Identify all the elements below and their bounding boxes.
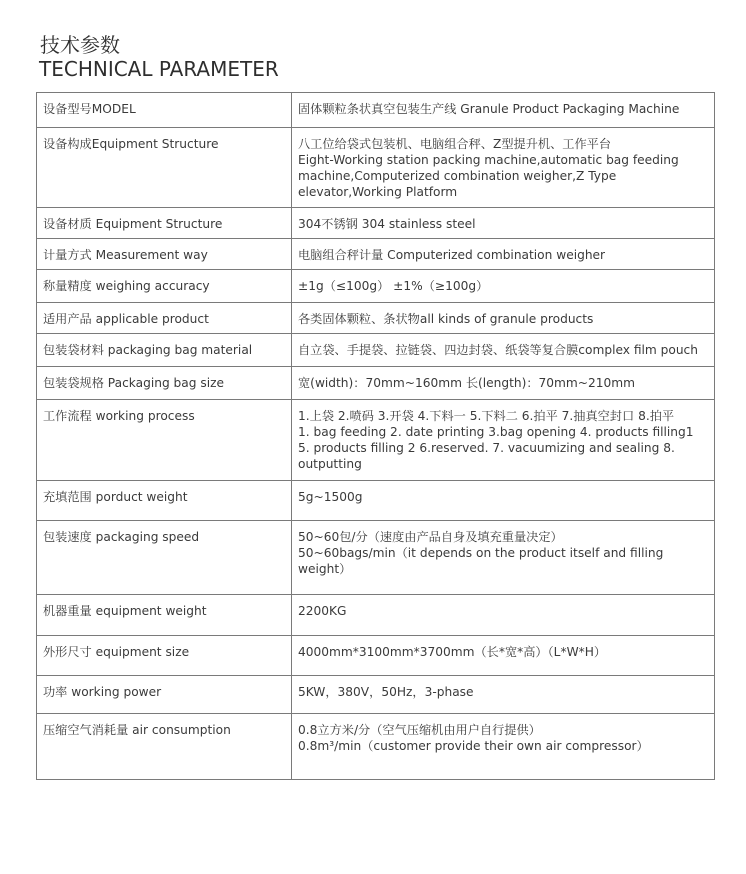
table-row xyxy=(37,128,715,208)
parameter-value-cell xyxy=(292,270,715,303)
parameter-label: 包装袋材料 packaging bag material xyxy=(43,343,253,357)
parameter-value-line: 4000mm*3100mm*3700mm（长*宽*高）（L*W*H） xyxy=(298,645,607,659)
table-row xyxy=(37,481,715,521)
parameter-label-cell xyxy=(37,93,292,128)
parameter-label-cell xyxy=(37,595,292,636)
table-row xyxy=(37,595,715,636)
table-row xyxy=(37,714,715,780)
parameter-label-cell xyxy=(37,128,292,208)
parameter-label-cell xyxy=(37,270,292,303)
parameter-value-cell xyxy=(292,521,715,595)
page-title-chinese: 技术参数 xyxy=(40,33,120,57)
parameter-label-cell xyxy=(37,521,292,595)
parameter-value-cell xyxy=(292,481,715,521)
parameter-value-cell xyxy=(292,334,715,367)
parameter-value-line: outputting xyxy=(298,457,362,471)
table-row xyxy=(37,239,715,270)
parameter-value-cell xyxy=(292,714,715,780)
parameter-label: 包装袋规格 Packaging bag size xyxy=(43,376,224,390)
parameter-value-cell xyxy=(292,239,715,270)
parameter-value-cell xyxy=(292,128,715,208)
parameter-value-line: 50~60包/分（速度由产品自身及填充重量决定） xyxy=(298,530,563,544)
parameter-label-cell xyxy=(37,239,292,270)
parameter-label: 压缩空气消耗量 air consumption xyxy=(43,723,231,737)
parameter-label-cell xyxy=(37,714,292,780)
parameter-label-cell xyxy=(37,334,292,367)
parameter-value-cell xyxy=(292,595,715,636)
parameter-label: 适用产品 applicable product xyxy=(43,312,209,326)
parameter-label-cell xyxy=(37,636,292,676)
parameter-value-line: 1. bag feeding 2. date printing 3.bag opening 4. products filling1 xyxy=(298,425,694,439)
table-body xyxy=(37,93,715,780)
table-row xyxy=(37,676,715,714)
table-row xyxy=(37,334,715,367)
parameter-label: 充填范围 porduct weight xyxy=(43,490,188,504)
parameter-label: 工作流程 working process xyxy=(43,409,195,423)
parameter-label-cell xyxy=(37,208,292,239)
parameter-value-line: 0.8m³/min（customer provide their own air compressor） xyxy=(298,739,649,753)
parameter-value-line: 2200KG xyxy=(298,604,347,618)
parameter-value-cell xyxy=(292,93,715,128)
table-row xyxy=(37,400,715,481)
parameter-label: 功率 working power xyxy=(43,685,162,699)
parameter-value-line: 5g~1500g xyxy=(298,490,363,504)
parameter-label: 外形尺寸 equipment size xyxy=(43,645,190,659)
parameter-label-cell xyxy=(37,367,292,400)
parameter-label: 称量精度 weighing accuracy xyxy=(43,279,210,293)
parameter-value-line: 5KW，380V，50Hz，3-phase xyxy=(298,685,474,699)
parameter-value-cell xyxy=(292,208,715,239)
parameter-value-cell xyxy=(292,303,715,334)
parameter-label: 设备型号MODEL xyxy=(43,102,136,116)
parameter-value-line: 自立袋、手提袋、拉链袋、四边封袋、纸袋等复合膜complex film pouch xyxy=(298,343,698,357)
technical-parameter-table xyxy=(36,92,715,780)
parameter-value-line: 304不锈钢 304 stainless steel xyxy=(298,217,476,231)
parameter-value-line: 固体颗粒条状真空包装生产线 Granule Product Packaging Machine xyxy=(298,102,680,116)
parameter-label-cell xyxy=(37,400,292,481)
parameter-label: 包装速度 packaging speed xyxy=(43,530,200,544)
parameter-label-cell xyxy=(37,676,292,714)
parameter-value-line: 1.上袋 2.喷码 3.开袋 4.下料一 5.下料二 6.拍平 7.抽真空封口 8.拍平 xyxy=(298,409,675,423)
parameter-value-line: ±1g（≤100g） ±1%（≥100g） xyxy=(298,279,489,293)
page-title-english: TECHNICAL PARAMETER xyxy=(39,57,279,81)
parameter-label: 设备构成Equipment Structure xyxy=(43,137,219,151)
table-row xyxy=(37,636,715,676)
parameter-label: 机器重量 equipment weight xyxy=(43,604,207,618)
parameter-value-line: weight） xyxy=(298,562,352,576)
parameter-value-line: elevator,Working Platform xyxy=(298,185,458,199)
parameter-value-line: machine,Computerized combination weigher,Z Type xyxy=(298,169,617,183)
table-row xyxy=(37,303,715,334)
parameter-label: 计量方式 Measurement way xyxy=(43,248,208,262)
parameter-label: 设备材质 Equipment Structure xyxy=(43,217,223,231)
table-row xyxy=(37,367,715,400)
table-row xyxy=(37,270,715,303)
table-row xyxy=(37,521,715,595)
parameter-value-line: 5. products filling 2 6.reserved. 7. vacuumizing and sealing 8. xyxy=(298,441,675,455)
parameter-value-line: Eight-Working station packing machine,automatic bag feeding xyxy=(298,153,679,167)
table-row xyxy=(37,93,715,128)
parameter-value-line: 50~60bags/min（it depends on the product itself and filling xyxy=(298,546,664,560)
parameter-value-cell xyxy=(292,400,715,481)
parameter-value-cell xyxy=(292,636,715,676)
parameter-value-cell xyxy=(292,367,715,400)
parameter-value-line: 八工位给袋式包装机、电脑组合秤、Z型提升机、工作平台 xyxy=(298,137,612,151)
parameter-value-cell xyxy=(292,676,715,714)
parameter-value-line: 宽(width)：70mm~160mm 长(length)：70mm~210mm xyxy=(298,376,636,390)
table-row xyxy=(37,208,715,239)
parameter-value-line: 各类固体颗粒、条状物all kinds of granule products xyxy=(298,312,594,326)
parameter-label-cell xyxy=(37,303,292,334)
parameter-value-line: 0.8立方米/分（空气压缩机由用户自行提供） xyxy=(298,723,541,737)
parameter-value-line: 电脑组合秤计量 Computerized combination weigher xyxy=(298,248,606,262)
parameter-label-cell xyxy=(37,481,292,521)
